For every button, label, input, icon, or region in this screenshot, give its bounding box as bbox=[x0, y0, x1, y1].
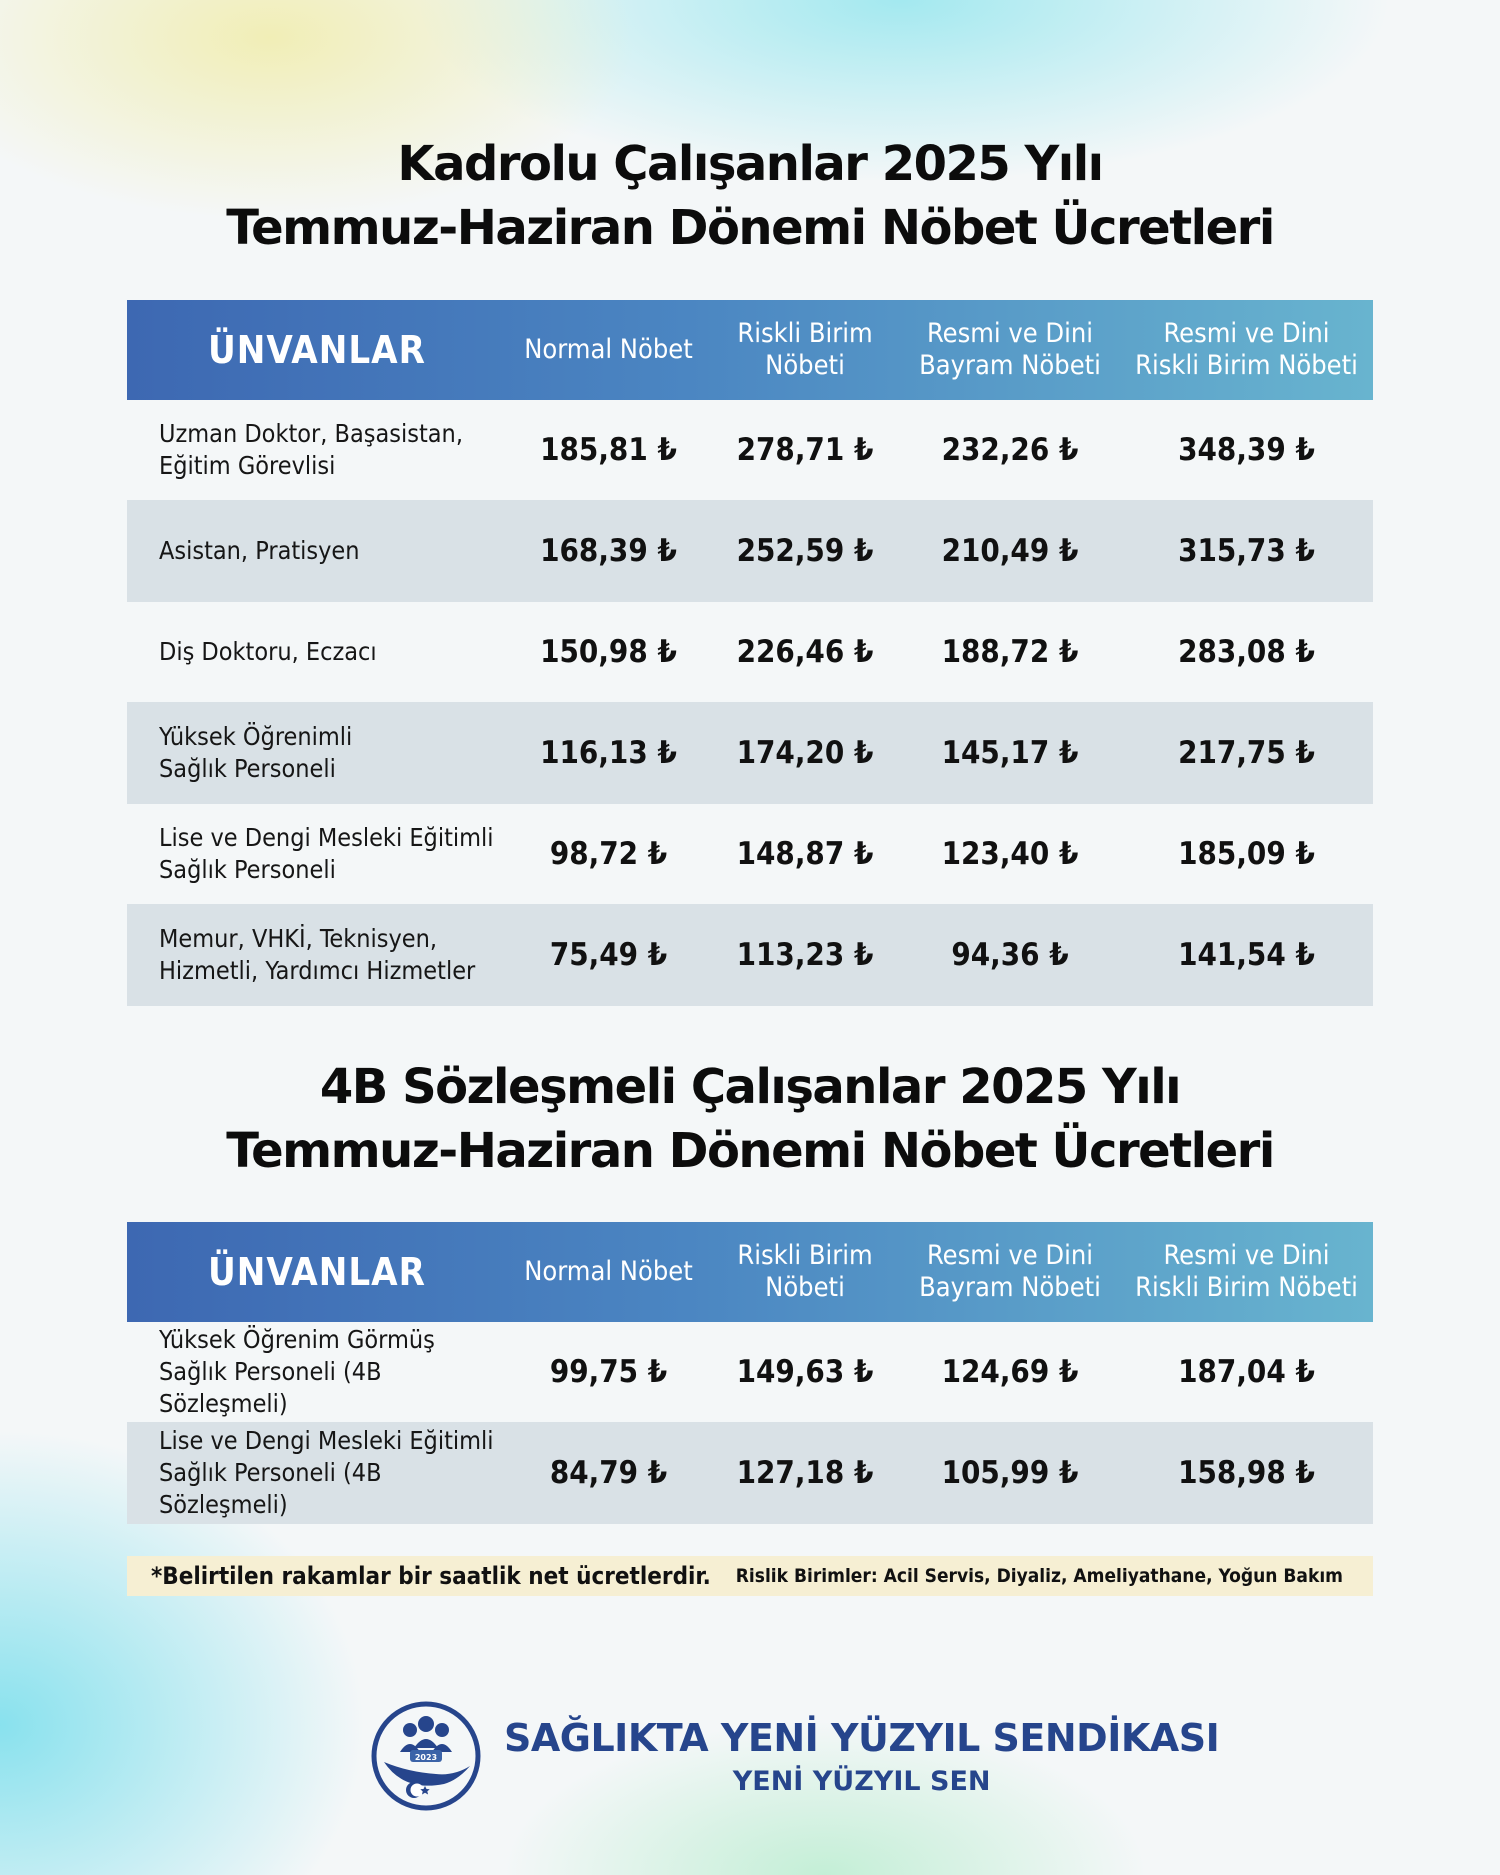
section1-table bbox=[127, 300, 1373, 1006]
value-bayram-riskli: 348,39 ₺ bbox=[1178, 432, 1315, 468]
logo-year: 2023 bbox=[414, 1753, 438, 1762]
section1-title-line2: Temmuz-Haziran Dönemi Nöbet Ücretleri bbox=[226, 200, 1274, 256]
row-title: Lise ve Dengi Mesleki Eğitimli Sağlık Personeli bbox=[159, 823, 494, 884]
value-bayram: 105,99 ₺ bbox=[941, 1455, 1079, 1491]
header-normal-nobet: Normal Nöbet bbox=[524, 1256, 693, 1287]
value-riskli: 226,46 ₺ bbox=[736, 634, 874, 670]
table-row bbox=[127, 804, 1373, 904]
table-row bbox=[127, 500, 1373, 602]
value-normal: 99,75 ₺ bbox=[549, 1354, 668, 1390]
footnote-risky-units: Rislik Birimler: Acil Servis, Diyaliz, Ameliyathane, Yoğun Bakım bbox=[735, 1565, 1343, 1587]
union-name: SAĞLIKTA YENİ YÜZYIL SENDİKASI bbox=[504, 1715, 1220, 1760]
value-bayram: 210,49 ₺ bbox=[941, 533, 1079, 569]
row-title: Yüksek Öğrenimli Sağlık Personeli bbox=[159, 722, 353, 783]
header-riskli-birim-nobeti: Riskli Birim Nöbeti bbox=[737, 318, 873, 381]
table-row bbox=[127, 602, 1373, 702]
value-riskli: 113,23 ₺ bbox=[736, 937, 874, 973]
row-title: Diş Doktoru, Eczacı bbox=[159, 637, 377, 666]
value-bayram: 232,26 ₺ bbox=[941, 432, 1079, 468]
header-resmi-dini-riskli-birim-nobeti: Resmi ve Dini Riskli Birim Nöbeti bbox=[1135, 318, 1358, 381]
value-normal: 84,79 ₺ bbox=[549, 1455, 668, 1491]
table-row bbox=[127, 702, 1373, 804]
value-riskli: 174,20 ₺ bbox=[736, 735, 874, 771]
header-resmi-dini-bayram-nobeti: Resmi ve Dini Bayram Nöbeti bbox=[919, 318, 1101, 381]
section1-title bbox=[0, 132, 1500, 260]
value-normal: 75,49 ₺ bbox=[549, 937, 668, 973]
table-row bbox=[127, 400, 1373, 500]
value-normal: 116,13 ₺ bbox=[540, 735, 677, 771]
value-bayram-riskli: 283,08 ₺ bbox=[1178, 634, 1315, 670]
row-title: Asistan, Pratisyen bbox=[159, 536, 360, 565]
value-riskli: 148,87 ₺ bbox=[736, 836, 874, 872]
row-title: Uzman Doktor, Başasistan, Eğitim Görevlisi bbox=[159, 419, 463, 480]
value-bayram: 188,72 ₺ bbox=[941, 634, 1079, 670]
section2-title-line1: 4B Sözleşmeli Çalışanlar 2025 Yılı bbox=[319, 1059, 1181, 1115]
value-normal: 150,98 ₺ bbox=[540, 634, 677, 670]
value-bayram-riskli: 187,04 ₺ bbox=[1178, 1354, 1315, 1390]
footnote-bar bbox=[127, 1556, 1373, 1596]
table-row bbox=[127, 904, 1373, 1006]
section2-title bbox=[0, 1055, 1500, 1183]
value-bayram: 123,40 ₺ bbox=[941, 836, 1079, 872]
value-bayram: 94,36 ₺ bbox=[951, 937, 1069, 973]
value-riskli: 278,71 ₺ bbox=[736, 432, 874, 468]
row-title: Yüksek Öğrenim Görmüş Sağlık Personeli (4B Sözleşmeli) bbox=[159, 1325, 435, 1418]
section2-title-line2: Temmuz-Haziran Dönemi Nöbet Ücretleri bbox=[226, 1123, 1274, 1179]
value-normal: 185,81 ₺ bbox=[540, 432, 677, 468]
header-titles: ÜNVANLAR bbox=[208, 328, 426, 372]
value-bayram: 145,17 ₺ bbox=[941, 735, 1079, 771]
value-bayram-riskli: 315,73 ₺ bbox=[1178, 533, 1315, 569]
footnote-net-hourly: *Belirtilen rakamlar bir saatlik net ücretlerdir. bbox=[151, 1562, 711, 1590]
footer-brand bbox=[370, 1700, 1219, 1812]
value-bayram-riskli: 185,09 ₺ bbox=[1178, 836, 1315, 872]
value-riskli: 252,59 ₺ bbox=[736, 533, 874, 569]
value-bayram-riskli: 141,54 ₺ bbox=[1178, 937, 1315, 973]
value-bayram: 124,69 ₺ bbox=[941, 1354, 1079, 1390]
table-row bbox=[127, 1422, 1373, 1524]
table-row bbox=[127, 1322, 1373, 1422]
section2-table-header bbox=[127, 1222, 1373, 1322]
section2-table bbox=[127, 1222, 1373, 1524]
value-bayram-riskli: 158,98 ₺ bbox=[1178, 1455, 1315, 1491]
header-normal-nobet: Normal Nöbet bbox=[524, 334, 693, 365]
value-normal: 168,39 ₺ bbox=[540, 533, 677, 569]
row-title: Memur, VHKİ, Teknisyen, Hizmetli, Yardımcı Hizmetler bbox=[159, 924, 476, 985]
header-titles: ÜNVANLAR bbox=[208, 1250, 426, 1294]
union-subtitle: YENİ YÜZYIL SEN bbox=[732, 1765, 991, 1797]
union-logo-icon bbox=[370, 1700, 482, 1812]
header-riskli-birim-nobeti: Riskli Birim Nöbeti bbox=[737, 1240, 873, 1303]
section1-title-line1: Kadrolu Çalışanlar 2025 Yılı bbox=[397, 136, 1103, 192]
section1-table-header bbox=[127, 300, 1373, 400]
header-resmi-dini-bayram-nobeti: Resmi ve Dini Bayram Nöbeti bbox=[919, 1240, 1101, 1303]
value-riskli: 127,18 ₺ bbox=[736, 1455, 874, 1491]
value-normal: 98,72 ₺ bbox=[549, 836, 668, 872]
value-bayram-riskli: 217,75 ₺ bbox=[1178, 735, 1315, 771]
header-resmi-dini-riskli-birim-nobeti: Resmi ve Dini Riskli Birim Nöbeti bbox=[1135, 1240, 1358, 1303]
value-riskli: 149,63 ₺ bbox=[736, 1354, 874, 1390]
row-title: Lise ve Dengi Mesleki Eğitimli Sağlık Personeli (4B Sözleşmeli) bbox=[159, 1426, 494, 1519]
brand-text bbox=[504, 1716, 1219, 1797]
